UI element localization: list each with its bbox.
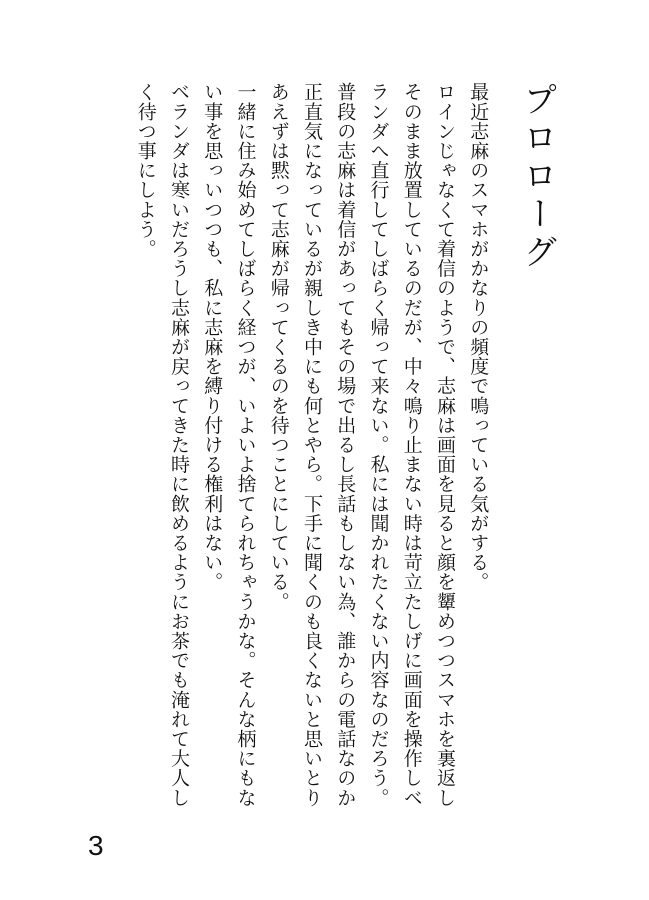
paragraph-3: 普段の志麻は着信があってもその場で出るし長話もしない為、誰からの電話なのか正直気になっているが親しき中にも何とやら。下手に聞くのも良くないと思いとりあえずは黙って志麻が帰ってくるのを待つことにしている。 bbox=[267, 82, 357, 808]
chapter-title: プロローグ bbox=[517, 82, 557, 272]
paragraph-5: ベランダは寒いだろうし志麻が戻ってきた時に飲めるようにお茶でも淹れて大人しく待つ事にしよう。 bbox=[134, 82, 190, 808]
paragraph-2: ロインじゃなくて着信のようで、志麻は画面を見ると顔を顰めつつスマホを裏返しそのまま放置しているのだが、中々鳴り止まない時は苛立たしげに画面を操作しベランダへ直行してしばらく帰って来ない。私には聞かれたくない内容なのだろう。 bbox=[367, 82, 456, 808]
vertical-text-block bbox=[128, 82, 557, 822]
page-number: 3 bbox=[88, 830, 104, 861]
paragraph-4: 一緒に住み始めてしばらく経つが、いよいよ捨てられちゃうかな。そんな柄にもない事を思っいつつも、私に志麻を縛り付ける権利はない。 bbox=[201, 82, 257, 808]
paragraph-1: 最近志麻のスマホがかなりの頻度で鳴っている気がする。 bbox=[467, 82, 490, 592]
